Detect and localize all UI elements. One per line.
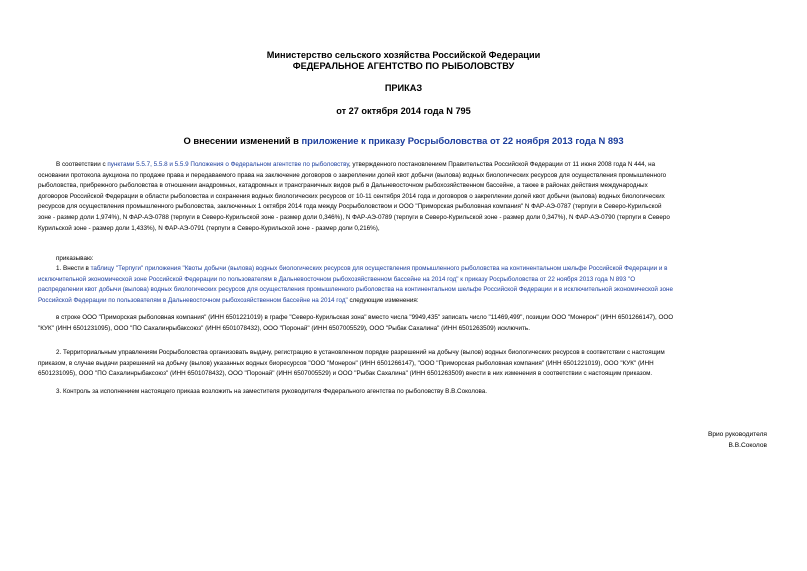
preamble-line	[38, 160, 770, 171]
orders-label: приказываю:	[56, 255, 94, 262]
item-3-paragraph: 3. Контроль за исполнением настоящего приказа возложить на заместителя руководителя Федерального агентства по рыболовству В.В.Соколова.	[56, 388, 488, 395]
document-date-number: от 27 октября 2014 года N 795	[336, 106, 471, 116]
item-2-line: 6501231095), ООО "ПО Сахалинрыбаксоюз" (ИНН 6501078432), ООО "Поронай" (ИНН 6507005529) и ООО "Рыбак Сахалина" (ИНН 6501263509) внести в них изменения в соответствии с настоящим приказом.	[38, 370, 653, 378]
detail-line: в строке ООО "Приморская рыболовная компания" (ИНН 6501221019) в графе "Северо-Курильская зона" вместо числа "9949,435" записать число "11469,499", позиции ООО "Монерон" (ИНН 6501266147), ООО	[56, 314, 674, 321]
title-prefix: О внесении изменений в	[183, 135, 302, 146]
item-1-paragraph	[38, 264, 770, 306]
document-type: ПРИКАЗ	[384, 83, 423, 93]
item-1-text: следующие изменения:	[347, 296, 419, 304]
ministry-name: Министерство сельского хозяйства Российской Федерации	[266, 50, 541, 60]
item-1-line	[38, 264, 770, 275]
preamble-line: договоров Российской Федерации в области рыболовства и сохранения водных биологических ресурсов от 10-11 сентября 2014 года и договоров о закреплении долей квот добычи (вылова) водных биологических	[38, 192, 665, 200]
preamble-text: В соответствии с	[56, 161, 108, 168]
item-2-line: приказом, в случае выдачи разрешений на добычу (вылов) указанных водных биоресурсов "ООО "Монерон" (ИНН 6501266147), "ООО "Приморская рыболовная компания" (ИНН 6501221019), ООО "КУК" (ИНН	[38, 359, 654, 367]
preamble-paragraph	[38, 160, 770, 234]
item-1-detail-paragraph	[38, 313, 770, 334]
detail-line: "КУК" (ИНН 6501231095), ООО "ПО Сахалинрыбаксоюз" (ИНН 6501078432), ООО "Поронай" (ИНН 6507005529), ООО "Рыбак Сахалина" (ИНН 6501263509) исключить.	[38, 324, 530, 332]
order-link-line[interactable]: распределении квот добычи (вылова) водных биологических ресурсов для осуществления промышленного рыболовства на континентальном шельфе Российской Федерации и в исключительной экономической зоне	[38, 286, 673, 294]
order-link-line[interactable]: исключительной экономической зоне Российской Федерации по пользователям в Дальневосточном рыбохозяйственном бассейне на 2014 год" к приказу Росрыболовства от 22 ноября 2013 года N 893 "О	[38, 275, 636, 283]
title-link[interactable]: приложение к приказу Росрыболовства от 22 ноября 2013 года N 893	[301, 135, 624, 146]
preamble-text: , утвержденного постановлением Правительства Российской Федерации от 11 июня 2008 года N 444, на	[348, 161, 656, 168]
item-2-line: 2. Территориальным управлениям Росрыболовства организовать выдачу, регистрацию в установленном порядке разрешений на добычу (вылов) водных биологических ресурсов в соответствии с настоящим	[56, 349, 665, 356]
item-2-paragraph	[38, 348, 770, 380]
preamble-line: основании протокола аукциона по продаже права и передаваемого права на заключение договоров о закреплении долей квот добычи (вылова) водных биологических ресурсов для осуществления промышленного	[38, 171, 667, 179]
preamble-line: зоне - размер доли 1,974%), N ФАР-АЭ-0788 (терпуги в Северо-Курильской зоне - размер доли 0,346%), N ФАР-АЭ-0789 (терпуги в Северо-Курильской зоне - размер доли 0,347%), N ФАР-АЭ-0790 (терпуги в Северо	[38, 213, 670, 221]
signatory-position: Врио руководителя	[707, 431, 767, 438]
agency-name: ФЕДЕРАЛЬНОЕ АГЕНТСТВО ПО РЫБОЛОВСТВУ	[292, 61, 515, 71]
order-link-end[interactable]: Российской Федерации по пользователям в Дальневосточном рыбохозяйственном бассейне на 2014 год"	[38, 296, 348, 304]
item-1-text: 1. Внести в	[56, 265, 91, 272]
item-1-line	[38, 296, 770, 307]
regulation-link[interactable]: пунктами 5.5.7, 5.5.8 и 5.5.9 Положения о Федеральном агентстве по рыболовству	[107, 161, 349, 168]
preamble-line: рыболовства, прибрежного рыболовства в отношении анадромных, катадромных и трансграничных видов рыб в Дальневосточном рыбохозяйственном бассейне, а также в районах действия международных	[38, 182, 648, 190]
preamble-line: ресурсов для осуществления промышленного рыболовства, заключенных 1 октября 2014 года между Росрыболовством и ООО "Приморская рыболовная компания" N ФАР-АЭ-0787 (терпуги в Северо-Курильской	[38, 203, 662, 211]
signatory-name: В.В.Соколов	[728, 442, 767, 449]
preamble-line: Курильской зоне - размер доли 1,433%), N ФАР-АЭ-0791 (терпуги в Северо-Курильской зоне - размер доли 0,216%),	[38, 224, 380, 232]
table-link[interactable]: таблицу "Терпуги" приложения "Квоты добычи (вылова) водных биологических ресурсов для осуществления промышленного рыболовства на континентальном шельфе Российской Федерации и в	[90, 265, 668, 272]
document-title	[0, 135, 807, 146]
